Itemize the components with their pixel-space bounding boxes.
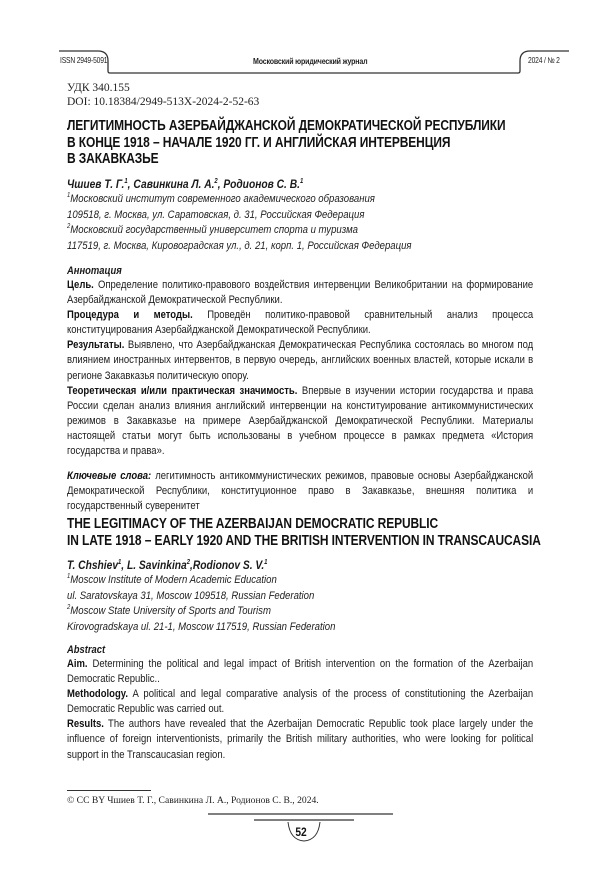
section-text: Выявлено, что Азербайджанская Демократическая Республика состоялась во многом под влиянием иностранных интервентов, в первую очередь, английских военных властей, которые искали в регионе Закавказья политическую опору. [67,339,534,382]
affiliation-address: 117519, г. Москва, Кировоградская ул., д. 21, корп. 1, Российская Федерация [67,239,412,252]
abstract-section [67,308,533,338]
author-name: Савинкина Л. А. [133,177,215,191]
doi[interactable]: DOI: 10.18384/2949-513X-2024-2-52-63 [67,96,260,108]
separator: , [190,558,193,572]
article-title-en [67,516,541,549]
affil-number: 1 [67,192,71,199]
abstract-section [67,278,533,308]
section-label: Цель. [67,279,94,291]
author-affil-ref: 1 [124,178,128,185]
section-text: Determining the political and legal impact of British intervention on the formation of the Azerbaijan Democratic Republic.. [67,658,534,686]
affiliation [67,604,533,620]
title-line: В ЗАКАВКАЗЬЕ [67,151,159,167]
abstract-section [67,657,533,687]
author-name: Rodionov S. V. [192,558,265,572]
author-affil-ref: 1 [118,559,122,566]
udk-code: УДК 340.155 [67,82,130,94]
authors-block-en [67,558,533,635]
issn: ISSN 2949-5091 [60,56,108,65]
author-affil-ref: 2 [186,559,191,566]
separator: , [217,177,224,191]
section-label: Результаты. [67,339,125,352]
abstract-section [67,717,533,762]
author-affil-ref: 2 [214,178,218,185]
affil-name: Московский институт современного академического образования [70,193,375,205]
section-label: Теоретическая и/или практическая значимость. [67,384,298,397]
section-text: Проведён политико-правовой сравнительный анализ процесса конституцирования Азербайджанской Демократической Республики. [67,309,534,337]
affil-name: Moscow Institute of Modern Academic Education [70,574,277,586]
section-label: Aim. [67,658,88,670]
affil-name: Moscow State University of Sports and Tourism [70,605,271,617]
author-list-ru [67,177,533,192]
section-text: Определение политико-правового воздействия интервенции Великобритании на формирование Азербайджанской Демократической Республики. [67,279,534,307]
section-label: Methodology. [67,688,128,701]
affil-name: Московский государственный университет спорта и туризма [70,224,358,236]
affiliation-address: Kirovogradskaya ul. 21-1, Moscow 117519, Russian Federation [67,620,336,633]
title-line: THE LEGITIMACY OF THE AZERBAIJAN DEMOCRATIC REPUBLIC [67,516,439,532]
abstract-section [67,338,533,383]
abstract-en [67,643,533,763]
abstract-section [67,384,533,459]
separator: , [121,558,127,572]
affiliation [67,223,533,239]
title-line: В КОНЦЕ 1918 – НАЧАЛЕ 1920 ГГ. И АНГЛИЙСКАЯ ИНТЕРВЕНЦИЯ [67,134,451,151]
author-list-en [67,558,533,573]
abstract-ru [67,264,533,514]
affiliation [67,573,533,589]
issue-number: 2024 / № 2 [528,56,560,65]
section-text: The authors have revealed that the Azerbaijan Democratic Republic took place largely under the influence of foreign interventionists, primarily the British military authorities, who were looking for political support in the Transcaucasian region. [67,718,534,761]
author-name: Родионов С. В. [223,177,300,191]
article-identifiers [67,81,259,109]
abstract-section [67,687,533,717]
copyright-notice: © CC BY Чшиев Т. Г., Савинкина Л. А., Родионов С. В., 2024. [67,795,319,806]
affiliation [67,192,533,208]
journal-name: Московский юридический журнал [253,56,368,66]
author-name: T. Chshiev [67,558,119,572]
authors-block-ru [67,177,533,254]
page-number-footer [208,812,393,862]
article-title-ru [67,118,505,168]
section-label: Results. [67,718,104,731]
keywords-label: Ключевые слова: [67,470,152,483]
author-name: L. Savinkina [126,558,187,572]
affiliation-address: 109518, г. Москва, ул. Саратовская, д. 31, Российская Федерация [67,208,365,221]
title-line: IN LATE 1918 – EARLY 1920 AND THE BRITISH INTERVENTION IN TRANSCAUCASIA [67,532,541,549]
footnote-rule [67,790,151,791]
title-line: ЛЕГИТИМНОСТЬ АЗЕРБАЙДЖАНСКОЙ ДЕМОКРАТИЧЕСКОЙ РЕСПУБЛИКИ [67,118,506,134]
affil-number: 2 [67,604,71,611]
author-affil-ref: 1 [264,559,268,566]
author-name: Чшиев Т. Г. [67,177,125,191]
affiliation-address: ul. Saratovskaya 31, Moscow 109518, Russian Federation [67,589,315,602]
running-header [58,46,570,76]
author-affil-ref: 1 [299,178,304,185]
affil-number: 1 [67,573,71,580]
affil-number: 2 [67,223,71,230]
abstract-heading-ru: Аннотация [67,265,122,277]
keywords-ru [67,469,533,514]
keywords-text: легитимность антикоммунистических режимов, правовые основы Азербайджанской Демократической Республики, конституционное право в Закавказье, внешняя политика и государственный суверенитет [67,470,534,513]
section-text: A political and legal comparative analysis of the process of constitutioning the Azerbaijan Democratic Republic was carried out. [67,688,534,716]
section-text: Впервые в изучении истории государства и права России сделан анализ влияния английский интервенции на конституирование антикоммунистических режимов в Закавказье на примере Азербайджанской Демократической Республики. Материалы настоящей статьи могут быть использованы в учебном процессе в рамках предмета «История государства и права». [67,384,534,458]
section-label: Процедура и методы. [67,309,193,322]
abstract-heading-en: Abstract [67,644,106,656]
separator: , [127,177,134,191]
page-number: 52 [295,825,307,839]
